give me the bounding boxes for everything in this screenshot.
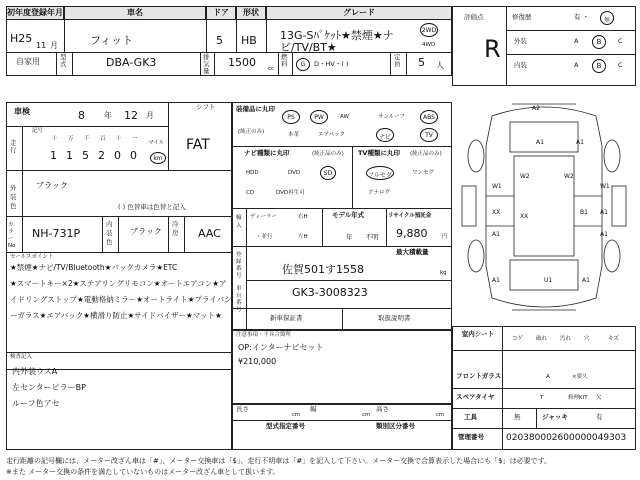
navi-type-sub: (純正品のみ) bbox=[312, 151, 344, 157]
odometer-unit-label: 十 bbox=[52, 136, 58, 142]
inspection-year-unit: 年 bbox=[104, 111, 112, 120]
first-reg-month-unit: 月 bbox=[50, 41, 58, 50]
mileage-label: 走行 bbox=[10, 139, 17, 155]
mile-label: マイル bbox=[148, 140, 165, 146]
tv-item: ワンセグ bbox=[412, 170, 435, 176]
odometer-unit-label: 百 bbox=[100, 136, 106, 142]
grade-label: グレード bbox=[266, 6, 452, 20]
navi-item: DVD bbox=[288, 170, 301, 176]
score-label: 評価点 bbox=[464, 13, 484, 21]
inspector-note-line: 左センターピラーBP bbox=[12, 383, 86, 392]
equipment-item: AW bbox=[340, 114, 349, 120]
capacity-unit: 人 bbox=[436, 61, 444, 70]
spare-tire-label: スペアタイヤ bbox=[456, 393, 495, 401]
km-circle: km bbox=[150, 152, 166, 164]
spare-tire-option: 修理KIT bbox=[568, 395, 588, 401]
exterior-grade-label: 外装 bbox=[514, 37, 527, 45]
shift-label: シフト bbox=[196, 103, 216, 111]
height-unit: cm bbox=[436, 412, 445, 418]
sales-point-line: ★禁煙★ナビ/TV/Bluetooth★バックカメラ★ETC bbox=[10, 263, 178, 272]
damage-mark: XX bbox=[520, 213, 529, 220]
height-label: 高さ bbox=[376, 405, 389, 413]
seat-condition-option: キズ bbox=[608, 336, 619, 342]
first-reg-year: H25 bbox=[10, 32, 33, 45]
displacement: 1500 bbox=[228, 56, 256, 69]
notes-line-1: OP:インターナビセット bbox=[238, 343, 324, 352]
tv-type-sub: (純正品のみ) bbox=[410, 151, 442, 157]
damage-mark: W1 bbox=[600, 183, 610, 190]
width-unit: cm bbox=[362, 412, 371, 418]
grade-option-circled: B bbox=[592, 35, 606, 49]
odometer-unit-label: 千 bbox=[84, 136, 90, 142]
import-dealer: ディーラー bbox=[250, 214, 278, 220]
damage-mark: W2 bbox=[520, 173, 530, 180]
model-label: 型式 bbox=[60, 53, 67, 69]
model-year-label: モデル年式 bbox=[332, 211, 365, 219]
mileage-record-label: 記号 bbox=[32, 128, 44, 134]
seat-condition-option: 破れ bbox=[536, 336, 548, 342]
chassis-number: GK3-3008323 bbox=[292, 286, 368, 299]
max-load-label: 最大積載量 bbox=[396, 248, 429, 256]
exterior-color: ブラック bbox=[36, 181, 68, 190]
fuel-options: D・HV・( ) bbox=[314, 60, 349, 68]
drive-2wd-circle: 2WD bbox=[420, 23, 438, 37]
seat-condition-option: 穴 bbox=[584, 336, 590, 342]
tv-item: アナログ bbox=[368, 190, 391, 196]
equipment-item-circled: PS bbox=[282, 110, 300, 124]
tools-label: 工具 bbox=[464, 413, 477, 421]
notes-box bbox=[232, 330, 452, 404]
odometer-digit: 1 bbox=[50, 149, 57, 162]
repair-history-label: 修復歴 bbox=[512, 13, 532, 21]
odometer-unit-label: 十 bbox=[116, 136, 122, 142]
recycle-label: リサイクル預託金 bbox=[388, 213, 432, 219]
sales-point-line: ★スマートキー×2★ステアリングリモコン★オートエアコン★ア bbox=[10, 279, 227, 288]
damage-mark: A1 bbox=[576, 139, 584, 146]
interior-grade-label: 内装 bbox=[514, 61, 527, 69]
length-label: 長さ bbox=[236, 405, 249, 413]
inspection-month: 12 bbox=[124, 109, 138, 122]
new-car-warranty: 新車保証書 bbox=[270, 314, 303, 322]
drive-4wd: 4WD bbox=[422, 42, 436, 48]
tv-type-label: TV種類に丸印 bbox=[358, 149, 400, 157]
chassis-label: 車台番号 bbox=[236, 286, 242, 313]
seat-condition-option: コゲ bbox=[512, 336, 524, 342]
odometer-digit: 1 bbox=[66, 149, 73, 162]
length-unit: cm bbox=[292, 412, 301, 418]
import-left-hand: 左H bbox=[298, 234, 308, 240]
inspection-month-unit: 月 bbox=[146, 111, 154, 120]
exterior-color-label: 外装色 bbox=[10, 184, 17, 210]
auction-sheet bbox=[6, 6, 636, 452]
damage-mark: A1 bbox=[600, 231, 608, 238]
odometer-digit: 0 bbox=[130, 149, 137, 162]
navi-item: CD bbox=[246, 190, 255, 196]
front-glass-label: フロントガラス bbox=[456, 372, 502, 380]
import-parallel: ・並行 bbox=[256, 234, 273, 240]
sales-point-label: セールスポイント bbox=[10, 254, 54, 260]
equipment-item: サンルーフ bbox=[378, 114, 405, 120]
width-label: 幅 bbox=[310, 405, 317, 413]
management-number: 020380002600000049303 bbox=[506, 433, 627, 443]
capacity-label: 定員 bbox=[394, 53, 401, 69]
recycle-unit: 円 bbox=[442, 234, 448, 240]
notes-line-2: ¥210,000 bbox=[238, 357, 277, 366]
damage-mark: A1 bbox=[582, 277, 590, 284]
ac-label: 冷房 bbox=[172, 220, 179, 237]
navi-item-circled: SD bbox=[320, 166, 336, 180]
navi-item: DVD再生可 bbox=[276, 190, 305, 196]
interior-seat-label: 室内シート bbox=[461, 330, 495, 338]
equipment-item-circled: TV bbox=[420, 128, 438, 142]
jack-label: ジャッキ bbox=[542, 413, 568, 421]
equipment-sub: (純正のみ) bbox=[238, 129, 265, 135]
notes-label: 注意事項・不具合箇所 bbox=[236, 332, 292, 338]
grade-option: A bbox=[574, 61, 579, 69]
equipment-item-circled: PW bbox=[310, 110, 328, 124]
inspector-label: 検査記入 bbox=[10, 354, 33, 360]
shift-value: FAT bbox=[186, 137, 210, 153]
first-reg-label: 初年度登録年月 bbox=[6, 6, 64, 20]
score-value: R bbox=[484, 35, 501, 63]
ac-value: AAC bbox=[198, 227, 221, 240]
fuel-gasoline-circle: G bbox=[296, 58, 310, 71]
sales-point-line: イドリングストップ★電動格納ミラー★オートライト★プライバシ bbox=[10, 295, 232, 304]
color-no-label: カラーNo bbox=[8, 222, 16, 249]
odometer-digit: 5 bbox=[82, 149, 89, 162]
equipment-item-circled: ナビ bbox=[376, 128, 394, 142]
class-number-label: 類別区分番号 bbox=[376, 422, 415, 430]
interior-color-label: 内装色 bbox=[106, 220, 113, 246]
exterior-color-note: ( ) 色替車は色替と記入 bbox=[118, 203, 186, 211]
equipment-item-circled: ABS bbox=[420, 110, 438, 124]
repair-history-none-circle: 無 bbox=[600, 11, 614, 25]
dimensions-box bbox=[232, 404, 452, 450]
spare-tire-option: T bbox=[540, 395, 544, 401]
odometer-unit-label: 一 bbox=[132, 136, 138, 142]
damage-mark: A1 bbox=[492, 231, 500, 238]
max-load-unit: kg bbox=[440, 270, 447, 276]
damage-mark: A2 bbox=[532, 105, 540, 112]
sales-point-line: ーガラス★エアバック★横滑り防止★サイドバイザー★マット★ bbox=[10, 311, 222, 320]
car-name-label: 車名 bbox=[64, 6, 206, 20]
grade-option-circled: B bbox=[592, 59, 606, 73]
odometer-digit: 0 bbox=[114, 149, 121, 162]
tools-value: 無 bbox=[514, 413, 521, 421]
damage-mark: B1 bbox=[580, 209, 588, 216]
interior-color: ブラック bbox=[130, 227, 162, 236]
use-type: 自家用 bbox=[16, 57, 40, 66]
front-glass-option: A bbox=[546, 374, 550, 380]
grade: 13G-Sﾊﾟｹｯﾄ★禁煙★ナビ/TV/BT★ bbox=[280, 29, 394, 54]
car-damage-diagram bbox=[452, 86, 636, 326]
owners-manual: 取扱説明書 bbox=[378, 314, 411, 322]
equipment-label: 装備品に丸印 bbox=[236, 105, 275, 113]
import-right-hand: 右H bbox=[298, 214, 308, 220]
seat-condition-option: 汚れ bbox=[560, 336, 572, 342]
grade-option: A bbox=[574, 37, 579, 45]
navi-item: HDD bbox=[246, 170, 259, 176]
tv-item-circled: フルセグ bbox=[366, 166, 394, 180]
odometer-digit: 2 bbox=[98, 149, 105, 162]
odometer-unit-label: 万 bbox=[68, 136, 74, 142]
body-type-label: 形状 bbox=[236, 6, 266, 20]
equipment-item: エアバック bbox=[318, 132, 346, 138]
damage-mark: W1 bbox=[492, 183, 502, 190]
fuel-label: 燃料 bbox=[281, 53, 288, 69]
spare-tire-option: 欠 bbox=[596, 395, 602, 401]
repair-history-options: 有 ・ bbox=[574, 13, 590, 21]
grade-option: C bbox=[618, 61, 623, 69]
footer-line-1: 走行距離の記号欄には、メーター改ざん車は「#」、メーター交換車は「$」、走行不明車は「#」を記入して下さい。メーター交換で合算表示した場合にも「$」は必要です。 bbox=[6, 457, 552, 465]
doors: 5 bbox=[216, 34, 223, 47]
inspection-year: 8 bbox=[78, 109, 85, 122]
inspection-label: 車検 bbox=[14, 107, 30, 116]
car-name: フィット bbox=[90, 34, 134, 47]
damage-mark: A1 bbox=[492, 277, 500, 284]
footer-line-2: ※また メーター交換の条件を満たしていないものはメーター改ざん車として扱います。 bbox=[6, 468, 280, 476]
damage-mark: A1 bbox=[536, 139, 544, 146]
jack-value: 有 bbox=[596, 413, 603, 421]
displacement-label: 排気量 bbox=[203, 53, 210, 76]
management-number-label: 管理番号 bbox=[458, 433, 484, 441]
capacity: 5 bbox=[418, 56, 425, 69]
cc-unit: cc bbox=[268, 66, 275, 72]
damage-mark: A1 bbox=[600, 209, 608, 216]
model-year-value: 年 不明 bbox=[346, 233, 379, 241]
grade-option: C bbox=[618, 37, 623, 45]
color-no: NH-731P bbox=[32, 227, 81, 240]
door-label: ドア bbox=[206, 6, 236, 20]
registration-number: 佐賀501す1558 bbox=[282, 263, 364, 276]
damage-mark: W2 bbox=[564, 173, 574, 180]
first-reg-month: 11 bbox=[36, 41, 47, 50]
inspector-note-line: 内外装ウスA bbox=[12, 367, 58, 376]
import-label: 輸入 bbox=[236, 215, 242, 229]
type-designation-label: 型式指定番号 bbox=[266, 422, 305, 430]
navi-type-label: ナビ種類に丸印 bbox=[244, 149, 290, 157]
equipment-item: 本革 bbox=[288, 132, 300, 138]
damage-mark: U1 bbox=[544, 277, 553, 284]
registration-label: 登録番号 bbox=[236, 252, 242, 279]
recycle-value: 9,880 bbox=[396, 227, 428, 240]
inspector-note-line: ルーフ色アセ bbox=[12, 399, 60, 408]
damage-mark: XX bbox=[492, 209, 501, 216]
front-glass-option: ×要久 bbox=[572, 374, 588, 380]
model: DBA-GK3 bbox=[106, 56, 157, 69]
body-type: HB bbox=[241, 34, 257, 47]
